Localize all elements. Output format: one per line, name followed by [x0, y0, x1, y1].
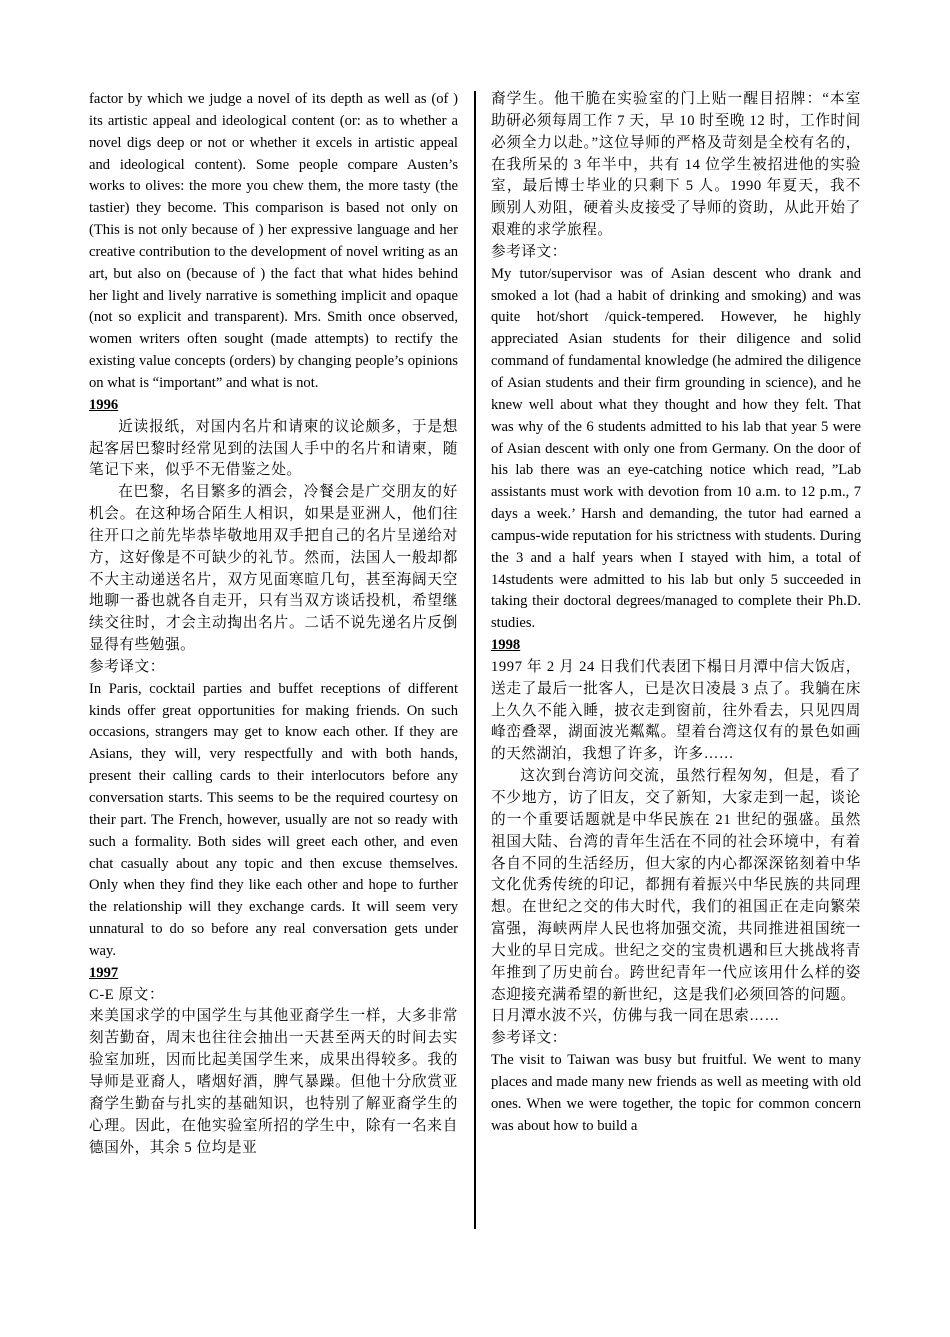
- english-translation-paragraph: My tutor/supervisor was of Asian descent who drank and smoked a lot (had a habit of drinking and smoking) and was quite hot/short /quick-tempered. However, he highly appreciated Asian students for their diligence and solid command of fundamental knowledge (he admired the diligence of Asian students and their firm grounding in science), and he knew well about what they thought and how they felt. That was why of the 6 students admitted to his lab that year 5 were of Asian descent with only one from Germany. On the door of his lab there was an eye-catching notice which read, ”Lab assistants must work with devotion from 10 a.m. to 12 p.m., 7 days a week.’ Harsh and demanding, the tutor had earned a campus-wide reputation for his strictness with students. During the 3 and a half years when I stayed with him, a total of 14students were admitted to his lab but only 5 succeeded in taking their doctoral degrees/managed to complete their Ph.D. studies.: [491, 265, 861, 632]
- english-translation-paragraph: In Paris, cocktail parties and buffet receptions of different kinds offer great opportunities for making friends. On such occasions, strangers may get to know each other. If they are Asians, they will, very respectfully and with both hands, present their calling cards to their interlocutors before any conversation starts. This seems to be the required courtesy on their part. The French, however, usually are not so ready with such a formality. Both sides will greet each other, and even chat casually about any topic and then excuse themselves. Only when they find they like each other and hope to further the relationship will they exchange cards. It will seem very unnatural to do so before any real conversation gets under way.: [89, 680, 458, 959]
- chinese-paragraph: 日月潭水波不兴，仿佛与我一同在思索……: [491, 1008, 780, 1025]
- chinese-paragraph: 这次到台湾访问交流，虽然行程匆匆，但是，看了不少地方，访了旧友，交了新知，大家走到一起，谈论的一个重要话题就是中华民族在 21 世纪的强盛。虽然祖国大陆、台湾的青年生活在不同的社会环境中，有着各自不同的生活经历，但大家的内心都深深铭刻着中华文化优秀传统的印记，都拥有着振兴中华民族的共同理想。在世纪之交的伟大时代，我们的祖国正在走向繁荣富强，海峡两岸人民也将加强交流，共同推进祖国统一大业的早日完成。世纪之交的宝贵机遇和巨大挑战将青年推到了历史前台。跨世纪青年一代应该用什么样的姿态迎接充满希望的新世纪，这是我们必须回答的问题。: [491, 768, 861, 1003]
- left-column: [89, 89, 458, 1159]
- reference-translation-label: 参考译文：: [491, 243, 567, 260]
- year-heading-1998: 1998: [491, 637, 521, 654]
- chinese-paragraph: 近读报纸，对国内名片和请柬的议论颇多，于是想起客居巴黎时经常见到的法国人手中的名片和请柬，随笔记下来，似乎不无借鉴之处。: [89, 418, 458, 479]
- right-column: [491, 89, 861, 1138]
- chinese-paragraph: 1997 年 2 月 24 日我们代表团下榻日月潭中信大饭店，送走了最后一批客人，已是次日凌晨 3 点了。我躺在床上久久不能入睡，披衣走到窗前，往外看去，只见四周峰峦叠翠，湖面波光粼粼。望着台湾这仅有的景色如画的天然湖泊，我想了许多，许多……: [491, 658, 861, 763]
- ce-original-label: C-E 原文：: [89, 986, 165, 1003]
- reference-translation-label: 参考译文：: [491, 1030, 567, 1047]
- chinese-paragraph: 在巴黎，名目繁多的酒会，冷餐会是广交朋友的好机会。在这种场合陌生人相识，如果是亚洲人，他们往往开口之前先毕恭毕敬地用双手把自己的名片呈递给对方，这好像是不可缺少的礼节。然而，法国人一般却都不大主动递送名片，双方见面寒暄几句，甚至海阔天空地聊一番也就各自走开，只有当双方谈话投机，希望继续交往时，才会主动掏出名片。二话不说先递名片反倒显得有些勉强。: [89, 484, 458, 654]
- chinese-paragraph: 裔学生。他干脆在实验室的门上贴一醒目招牌：“本室助研必须每周工作 7 天，早 10 时至晚 12 时，工作时间必须全力以赴。”这位导师的严格及苛刻是全校有名的，在我所呆的 3 年半中，共有 14 位学生被招进他的实验室，最后博士毕业的只剩下 5 人。1990 年夏天，我不顾别人劝阻，硬着头皮接受了导师的资助，从此开始了艰难的求学旅程。: [491, 91, 861, 239]
- year-heading-1996: 1996: [89, 396, 119, 413]
- reference-translation-label: 参考译文：: [89, 658, 165, 675]
- column-divider: [474, 91, 476, 1229]
- intro-paragraph: factor by which we judge a novel of its depth as well as (of ) its artistic appeal and ideological content (or: as to whether a novel digs deep or not or whether it excels in artistic appeal and ideological content). Some people compare Austen’s works to olives: the more you chew them, the more tasty (the tastier) they become. This comparison is based not only on (This is not only because of ) her expressive language and her creative contribution to the development of novel writing as an art, but also on (because of ) the fact that what hides behind her light and lively narrative is something implicit and opaque (not so explicit and transparent). Mrs. Smith once observed, women writers often sought (made attempts) to rectify the existing value concepts (orders) by changing people’s opinions on what is “important” and what is not.: [89, 91, 458, 391]
- year-heading-1997: 1997: [89, 964, 119, 981]
- chinese-paragraph: 来美国求学的中国学生与其他亚裔学生一样，大多非常刻苦勤奋，周末也往往会抽出一天甚至两天的时间去实验室加班，因而比起美国学生来，成果出得较多。我的导师是亚裔人，嗜烟好酒，脾气暴躁。但他十分欣赏亚裔学生勤奋与扎实的基础知识，也特别了解亚裔学生的心理。因此，在他实验室所招的学生中，除有一名来自德国外，其余 5 位均是亚: [89, 1008, 458, 1156]
- english-translation-paragraph: The visit to Taiwan was busy but fruitful. We went to many places and made many new friends as well as meeting with old ones. When we were together, the topic for common concern was about how to build a: [491, 1052, 861, 1134]
